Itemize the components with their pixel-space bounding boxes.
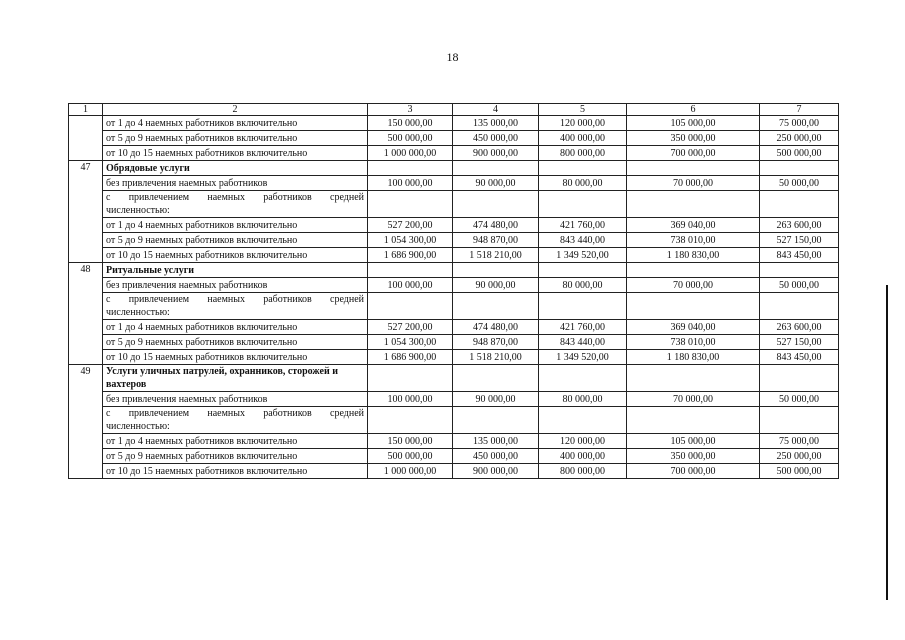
amount-cell: 75 000,00	[760, 434, 839, 449]
description-cell: от 1 до 4 наемных работников включительно	[103, 218, 368, 233]
amount-cell	[453, 161, 539, 176]
amount-cell: 948 870,00	[453, 233, 539, 248]
table-row	[69, 434, 839, 449]
amount-cell	[539, 161, 627, 176]
amount-cell: 800 000,00	[539, 146, 627, 161]
amount-cell: 1 000 000,00	[368, 146, 453, 161]
table-body	[69, 104, 839, 479]
amount-cell: 1 180 830,00	[627, 350, 760, 365]
amount-cell	[760, 293, 839, 320]
row-number-cell	[69, 176, 103, 191]
row-number-cell	[69, 116, 103, 131]
amount-cell: 250 000,00	[760, 449, 839, 464]
table-row	[69, 392, 839, 407]
description-cell: от 5 до 9 наемных работников включительно	[103, 131, 368, 146]
column-number: 4	[453, 104, 539, 116]
description-cell: от 10 до 15 наемных работников включительно	[103, 146, 368, 161]
amount-cell: 1 349 520,00	[539, 248, 627, 263]
amount-cell: 1 518 210,00	[453, 248, 539, 263]
amount-cell: 450 000,00	[453, 131, 539, 146]
amount-cell: 843 450,00	[760, 350, 839, 365]
section-row	[69, 263, 839, 278]
row-number-cell	[69, 449, 103, 464]
amount-cell: 474 480,00	[453, 320, 539, 335]
description-cell: с привлечением наемных работников средней численностью:	[103, 407, 368, 434]
service-title-cell: Услуги уличных патрулей, охранников, сторожей и вахтеров	[103, 365, 368, 392]
amount-cell: 50 000,00	[760, 392, 839, 407]
amount-cell	[368, 293, 453, 320]
column-number: 5	[539, 104, 627, 116]
table-row	[69, 449, 839, 464]
amount-cell: 80 000,00	[539, 392, 627, 407]
description-cell: от 1 до 4 наемных работников включительно	[103, 116, 368, 131]
amount-cell: 263 600,00	[760, 218, 839, 233]
amount-cell: 250 000,00	[760, 131, 839, 146]
amount-cell	[368, 263, 453, 278]
table-row	[69, 191, 839, 218]
amount-cell	[539, 365, 627, 392]
amount-cell: 738 010,00	[627, 233, 760, 248]
amount-cell: 474 480,00	[453, 218, 539, 233]
column-number: 7	[760, 104, 839, 116]
amount-cell: 150 000,00	[368, 434, 453, 449]
row-number-cell: 48	[69, 263, 103, 278]
amount-cell: 120 000,00	[539, 116, 627, 131]
amount-cell: 90 000,00	[453, 176, 539, 191]
amount-cell: 500 000,00	[368, 449, 453, 464]
amount-cell: 1 686 900,00	[368, 248, 453, 263]
row-number-cell	[69, 278, 103, 293]
amount-cell: 1 180 830,00	[627, 248, 760, 263]
amount-cell: 500 000,00	[760, 464, 839, 479]
amount-cell: 80 000,00	[539, 278, 627, 293]
amount-cell	[539, 191, 627, 218]
description-cell: от 5 до 9 наемных работников включительно	[103, 449, 368, 464]
column-number: 1	[69, 104, 103, 116]
table-row	[69, 335, 839, 350]
amount-cell: 700 000,00	[627, 146, 760, 161]
amount-cell	[368, 161, 453, 176]
row-number-cell	[69, 335, 103, 350]
table-row	[69, 248, 839, 263]
amount-cell: 421 760,00	[539, 218, 627, 233]
amount-cell: 1 349 520,00	[539, 350, 627, 365]
page-number: 18	[446, 50, 459, 64]
amount-cell	[453, 293, 539, 320]
service-title-cell: Обрядовые услуги	[103, 161, 368, 176]
column-number: 6	[627, 104, 760, 116]
amount-cell: 1 686 900,00	[368, 350, 453, 365]
amount-cell: 100 000,00	[368, 278, 453, 293]
amount-cell	[760, 191, 839, 218]
description-cell: от 10 до 15 наемных работников включительно	[103, 350, 368, 365]
amount-cell: 263 600,00	[760, 320, 839, 335]
row-number-cell	[69, 218, 103, 233]
amount-cell	[627, 263, 760, 278]
description-cell: от 1 до 4 наемных работников включительно	[103, 434, 368, 449]
table-row	[69, 116, 839, 131]
row-number-cell	[69, 464, 103, 479]
amount-cell: 948 870,00	[453, 335, 539, 350]
description-cell: от 10 до 15 наемных работников включительно	[103, 248, 368, 263]
description-cell: с привлечением наемных работников средней численностью:	[103, 293, 368, 320]
row-number-cell	[69, 392, 103, 407]
amount-cell	[627, 191, 760, 218]
table-row	[69, 278, 839, 293]
column-number: 2	[103, 104, 368, 116]
table-row	[69, 464, 839, 479]
amount-cell	[368, 191, 453, 218]
tariff-table	[68, 103, 839, 479]
table-row	[69, 320, 839, 335]
row-number-cell	[69, 293, 103, 320]
section-row	[69, 365, 839, 392]
row-number-cell	[69, 407, 103, 434]
amount-cell	[760, 365, 839, 392]
amount-cell: 80 000,00	[539, 176, 627, 191]
amount-cell: 135 000,00	[453, 434, 539, 449]
table-row	[69, 218, 839, 233]
row-number-cell	[69, 350, 103, 365]
amount-cell: 1 054 300,00	[368, 233, 453, 248]
description-cell: от 10 до 15 наемных работников включительно	[103, 464, 368, 479]
amount-cell	[760, 263, 839, 278]
amount-cell	[368, 407, 453, 434]
amount-cell	[453, 365, 539, 392]
amount-cell: 738 010,00	[627, 335, 760, 350]
row-number-cell: 47	[69, 161, 103, 176]
row-number-cell	[69, 131, 103, 146]
amount-cell: 800 000,00	[539, 464, 627, 479]
description-cell: от 5 до 9 наемных работников включительно	[103, 233, 368, 248]
service-title-cell: Ритуальные услуги	[103, 263, 368, 278]
column-number: 3	[368, 104, 453, 116]
row-number-cell	[69, 320, 103, 335]
amount-cell: 100 000,00	[368, 176, 453, 191]
amount-cell: 100 000,00	[368, 392, 453, 407]
amount-cell: 400 000,00	[539, 131, 627, 146]
margin-vertical-line	[886, 285, 888, 600]
amount-cell	[627, 293, 760, 320]
amount-cell: 900 000,00	[453, 146, 539, 161]
amount-cell: 50 000,00	[760, 176, 839, 191]
amount-cell: 500 000,00	[368, 131, 453, 146]
row-number-cell	[69, 434, 103, 449]
amount-cell: 135 000,00	[453, 116, 539, 131]
description-cell: от 5 до 9 наемных работников включительно	[103, 335, 368, 350]
amount-cell	[539, 407, 627, 434]
amount-cell: 527 200,00	[368, 320, 453, 335]
amount-cell: 70 000,00	[627, 176, 760, 191]
amount-cell: 90 000,00	[453, 392, 539, 407]
amount-cell: 500 000,00	[760, 146, 839, 161]
amount-cell: 70 000,00	[627, 392, 760, 407]
amount-cell	[539, 263, 627, 278]
amount-cell: 843 440,00	[539, 233, 627, 248]
amount-cell: 50 000,00	[760, 278, 839, 293]
amount-cell	[453, 191, 539, 218]
section-row	[69, 161, 839, 176]
amount-cell: 450 000,00	[453, 449, 539, 464]
row-number-cell	[69, 248, 103, 263]
table-row	[69, 350, 839, 365]
amount-cell	[760, 407, 839, 434]
amount-cell	[539, 293, 627, 320]
amount-cell	[453, 263, 539, 278]
row-number-cell	[69, 233, 103, 248]
amount-cell: 843 440,00	[539, 335, 627, 350]
row-number-cell	[69, 191, 103, 218]
amount-cell: 421 760,00	[539, 320, 627, 335]
amount-cell: 1 000 000,00	[368, 464, 453, 479]
column-number-header-row	[69, 104, 839, 116]
description-cell: без привлечения наемных работников	[103, 176, 368, 191]
description-cell: с привлечением наемных работников средней численностью:	[103, 191, 368, 218]
table-row	[69, 131, 839, 146]
amount-cell: 1 054 300,00	[368, 335, 453, 350]
amount-cell: 527 200,00	[368, 218, 453, 233]
amount-cell: 350 000,00	[627, 449, 760, 464]
amount-cell: 90 000,00	[453, 278, 539, 293]
amount-cell	[760, 161, 839, 176]
amount-cell: 843 450,00	[760, 248, 839, 263]
amount-cell: 150 000,00	[368, 116, 453, 131]
amount-cell: 105 000,00	[627, 434, 760, 449]
amount-cell: 105 000,00	[627, 116, 760, 131]
description-cell: без привлечения наемных работников	[103, 392, 368, 407]
table-row	[69, 407, 839, 434]
table-row	[69, 293, 839, 320]
amount-cell: 1 518 210,00	[453, 350, 539, 365]
amount-cell	[627, 407, 760, 434]
amount-cell: 369 040,00	[627, 218, 760, 233]
amount-cell: 527 150,00	[760, 233, 839, 248]
amount-cell: 120 000,00	[539, 434, 627, 449]
amount-cell	[627, 365, 760, 392]
description-cell: без привлечения наемных работников	[103, 278, 368, 293]
amount-cell	[453, 407, 539, 434]
table-row	[69, 233, 839, 248]
amount-cell: 70 000,00	[627, 278, 760, 293]
amount-cell: 400 000,00	[539, 449, 627, 464]
amount-cell: 900 000,00	[453, 464, 539, 479]
amount-cell	[627, 161, 760, 176]
amount-cell	[368, 365, 453, 392]
table-row	[69, 176, 839, 191]
amount-cell: 527 150,00	[760, 335, 839, 350]
row-number-cell	[69, 146, 103, 161]
description-cell: от 1 до 4 наемных работников включительно	[103, 320, 368, 335]
table-row	[69, 146, 839, 161]
row-number-cell: 49	[69, 365, 103, 392]
amount-cell: 700 000,00	[627, 464, 760, 479]
amount-cell: 369 040,00	[627, 320, 760, 335]
amount-cell: 75 000,00	[760, 116, 839, 131]
amount-cell: 350 000,00	[627, 131, 760, 146]
